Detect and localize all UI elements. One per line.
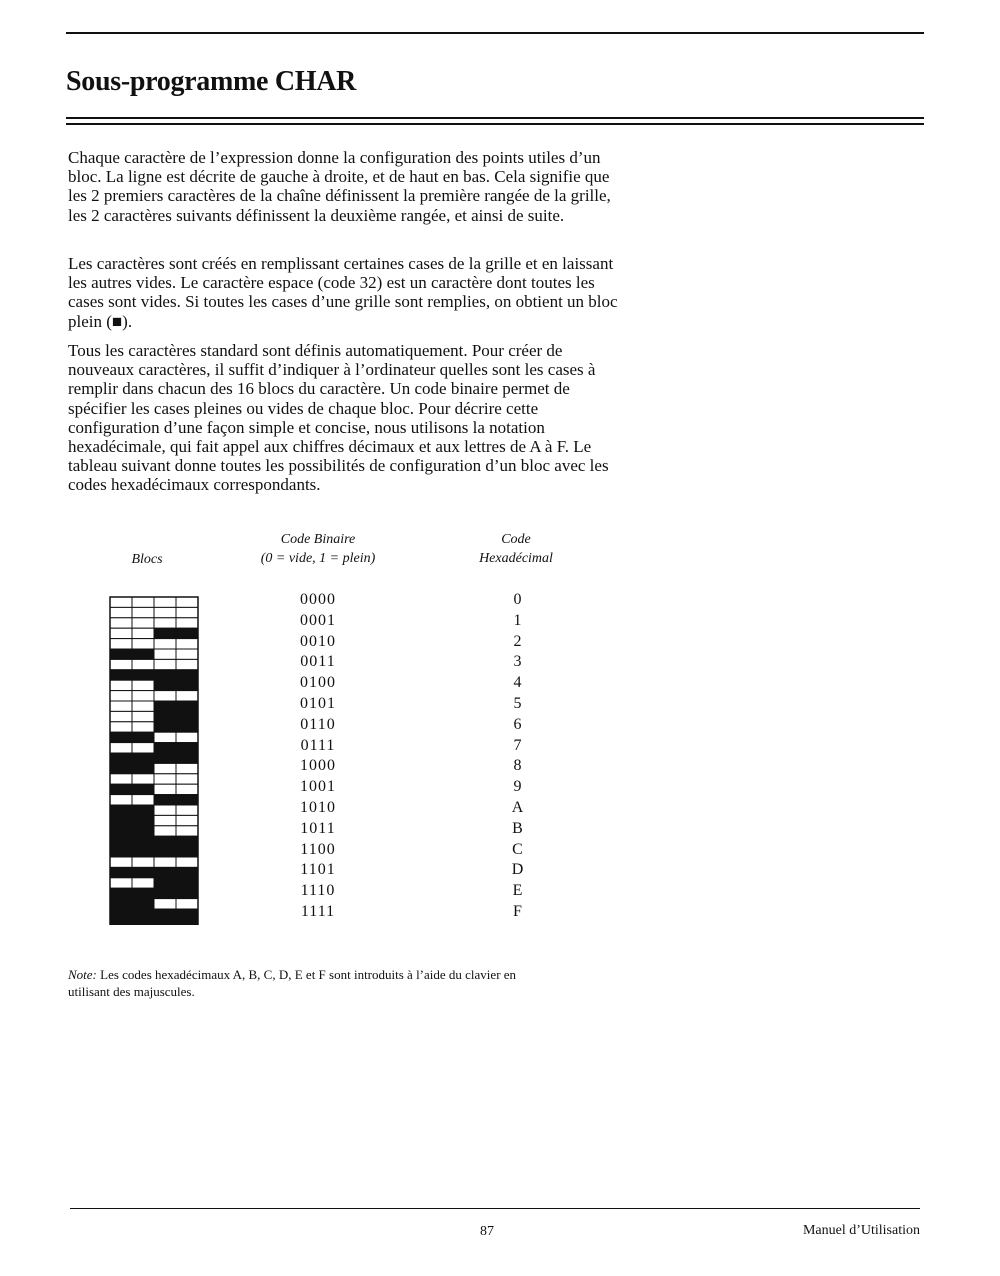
block-quadrant <box>154 815 176 825</box>
block-quadrant <box>110 753 132 763</box>
block-quadrant <box>176 722 198 732</box>
blocks-diagram <box>108 595 202 925</box>
block-quadrant <box>132 857 154 867</box>
binary-code: 0101 <box>300 694 336 712</box>
block-quadrant <box>132 899 154 909</box>
block-quadrant <box>110 618 132 628</box>
block-quadrant <box>154 753 176 763</box>
block-quadrant <box>132 909 154 919</box>
block-quadrant <box>132 878 154 888</box>
block-quadrant <box>132 919 154 925</box>
hex-code: 0 <box>513 591 523 608</box>
block-quadrant <box>132 722 154 732</box>
binary-code: 1010 <box>300 798 336 816</box>
block-quadrant <box>110 607 132 617</box>
header-binary <box>228 530 408 568</box>
footer-manual-title: Manuel d’Utilisation <box>802 1223 920 1238</box>
block-quadrant <box>132 774 154 784</box>
block-quadrant <box>110 795 132 805</box>
block-quadrant <box>110 628 132 638</box>
block-quadrant <box>154 899 176 909</box>
block-quadrant <box>154 628 176 638</box>
block-quadrant <box>132 607 154 617</box>
block-quadrant <box>110 639 132 649</box>
block-quadrant <box>154 784 176 794</box>
block-quadrant <box>110 722 132 732</box>
block-quadrant <box>132 711 154 721</box>
block-quadrant <box>132 815 154 825</box>
block-quadrant <box>176 899 198 909</box>
block-quadrant <box>154 691 176 701</box>
block-quadrant <box>154 867 176 877</box>
hex-code: 6 <box>513 715 523 733</box>
block-quadrant <box>154 659 176 669</box>
header-binary-line1: Code Binaire <box>280 532 356 547</box>
hex-code: 5 <box>513 694 523 712</box>
hex-code: F <box>513 902 523 920</box>
header-blocs: Blocs <box>131 552 163 567</box>
block-quadrant <box>110 763 132 773</box>
block-quadrant <box>132 836 154 846</box>
block-quadrant <box>176 836 198 846</box>
block-quadrant <box>154 857 176 867</box>
paragraph-1: Chaque caractère de l’expression donne la configuration des points utiles d’un bloc. La ligne est décrite de gauche à droite, et de haut en bas. Cela signifie que les 2 premiers caractères de la chaîne définissent la première rangée de la grille, les 2 caractères suivants définissent la deuxième rangée, et ainsi de suite. <box>68 148 611 225</box>
block-quadrant <box>132 618 154 628</box>
block-quadrant <box>110 670 132 680</box>
block-quadrant <box>154 795 176 805</box>
binary-code: 0110 <box>300 715 336 733</box>
page-title: Sous-programme CHAR <box>66 66 357 97</box>
block-quadrant <box>132 743 154 753</box>
block-quadrant <box>132 597 154 607</box>
block-quadrant <box>110 680 132 690</box>
block-quadrant <box>154 743 176 753</box>
block-quadrant <box>110 815 132 825</box>
block-quadrant <box>132 867 154 877</box>
binary-code: 0001 <box>300 611 336 629</box>
block-quadrant <box>154 639 176 649</box>
hex-code: 8 <box>513 757 523 775</box>
note <box>68 966 518 1000</box>
block-quadrant <box>110 867 132 877</box>
block-quadrant <box>110 919 132 925</box>
block-quadrant <box>110 857 132 867</box>
block-quadrant <box>154 763 176 773</box>
paragraph-3: Tous les caractères standard sont définis automatiquement. Pour créer de nouveaux caractères, il suffit d’indiquer à l’ordinateur quelles sont les cases à remplir dans chacun des 16 blocs du caractère. Un code binaire permet de spécifier les cases pleines ou vides de chaque bloc. Pour décrire cette configuration d’une façon simple et concise, nous utilisons la notation hexadécimale, qui fait appel aux chiffres décimaux et aux lettres de A à F. Le tableau suivant donne toutes les possibilités de configuration d’un bloc avec les codes hexadécimaux correspondants. <box>68 341 609 495</box>
block-quadrant <box>176 795 198 805</box>
block-quadrant <box>154 774 176 784</box>
block-quadrant <box>110 899 132 909</box>
block-quadrant <box>176 784 198 794</box>
top-rule <box>66 32 924 34</box>
block-quadrant <box>176 649 198 659</box>
block-quadrant <box>154 597 176 607</box>
block-quadrant <box>154 909 176 919</box>
block-quadrant <box>176 618 198 628</box>
block-quadrant <box>154 618 176 628</box>
hex-code: 9 <box>513 778 523 796</box>
block-quadrant <box>176 909 198 919</box>
binary-code: 1101 <box>300 861 336 879</box>
hex-code: 4 <box>513 674 523 692</box>
block-quadrant <box>154 836 176 846</box>
block-quadrant <box>132 763 154 773</box>
binary-code: 1100 <box>300 840 336 858</box>
binary-code: 0010 <box>300 632 336 650</box>
block-quadrant <box>154 680 176 690</box>
block-quadrant <box>176 639 198 649</box>
page-number: 87 <box>480 1224 494 1239</box>
block-quadrant <box>176 670 198 680</box>
block-quadrant <box>110 691 132 701</box>
footer-rule <box>70 1208 920 1209</box>
hex-code: C <box>512 840 524 858</box>
block-quadrant <box>132 795 154 805</box>
block-quadrant <box>154 649 176 659</box>
block-quadrant <box>110 597 132 607</box>
block-quadrant <box>110 743 132 753</box>
block-quadrant <box>110 784 132 794</box>
block-quadrant <box>176 680 198 690</box>
block-quadrant <box>176 847 198 857</box>
block-quadrant <box>132 680 154 690</box>
block-quadrant <box>132 732 154 742</box>
block-quadrant <box>110 847 132 857</box>
hex-code: B <box>512 819 524 837</box>
block-quadrant <box>110 774 132 784</box>
binary-code: 1111 <box>300 902 336 920</box>
header-hex-line1: Code <box>501 532 531 547</box>
block-quadrant <box>176 919 198 925</box>
block-quadrant <box>110 888 132 898</box>
block-quadrant <box>110 732 132 742</box>
block-quadrant <box>154 670 176 680</box>
binary-code: 1001 <box>300 778 336 796</box>
block-quadrant <box>154 722 176 732</box>
header-hex <box>456 530 576 568</box>
block-quadrant <box>176 774 198 784</box>
binary-code: 0111 <box>300 736 336 754</box>
block-quadrant <box>110 826 132 836</box>
block-quadrant <box>176 743 198 753</box>
block-quadrant <box>132 649 154 659</box>
block-quadrant <box>132 628 154 638</box>
block-quadrant <box>176 815 198 825</box>
binary-code: 1110 <box>300 882 336 900</box>
block-quadrant <box>110 805 132 815</box>
block-quadrant <box>176 711 198 721</box>
block-quadrant <box>110 836 132 846</box>
block-quadrant <box>176 763 198 773</box>
block-quadrant <box>132 701 154 711</box>
block-quadrant <box>176 857 198 867</box>
block-quadrant <box>132 805 154 815</box>
hex-column <box>488 590 548 923</box>
block-quadrant <box>176 888 198 898</box>
block-quadrant <box>110 659 132 669</box>
block-quadrant <box>132 659 154 669</box>
block-quadrant <box>132 847 154 857</box>
block-quadrant <box>176 597 198 607</box>
block-quadrant <box>176 691 198 701</box>
hex-code: E <box>512 882 524 900</box>
title-rule-upper <box>66 117 924 119</box>
block-quadrant <box>154 711 176 721</box>
block-quadrant <box>154 847 176 857</box>
block-quadrant <box>110 649 132 659</box>
binary-code: 0100 <box>300 674 336 692</box>
block-quadrant <box>154 888 176 898</box>
block-quadrant <box>154 805 176 815</box>
header-binary-line2: (0 = vide, 1 = plein) <box>260 551 376 566</box>
block-quadrant <box>176 628 198 638</box>
block-quadrant <box>110 909 132 919</box>
binary-column <box>268 590 368 923</box>
block-quadrant <box>176 732 198 742</box>
block-quadrant <box>176 659 198 669</box>
block-quadrant <box>154 732 176 742</box>
hex-code: 7 <box>513 736 523 754</box>
block-quadrant <box>132 784 154 794</box>
block-quadrant <box>176 607 198 617</box>
header-hex-line2: Hexadécimal <box>479 551 553 566</box>
hex-code: 2 <box>513 632 523 650</box>
hex-code: 1 <box>513 611 523 629</box>
block-quadrant <box>176 701 198 711</box>
block-quadrant <box>154 919 176 925</box>
binary-code: 0000 <box>300 591 336 608</box>
binary-code: 1000 <box>300 757 336 775</box>
block-quadrant <box>132 888 154 898</box>
block-quadrant <box>110 878 132 888</box>
block-quadrant <box>154 826 176 836</box>
hex-code: 3 <box>513 653 523 671</box>
block-quadrant <box>154 878 176 888</box>
block-quadrant <box>132 753 154 763</box>
block-quadrant <box>132 691 154 701</box>
title-rule-lower <box>66 123 924 125</box>
block-quadrant <box>176 878 198 888</box>
hex-code: D <box>511 861 525 879</box>
note-text: Les codes hexadécimaux A, B, C, D, E et F sont introduits à l’aide du clavier en utilisant des majuscules. <box>68 967 517 999</box>
block-quadrant <box>154 607 176 617</box>
binary-code: 0011 <box>300 653 336 671</box>
block-quadrant <box>110 711 132 721</box>
block-quadrant <box>176 753 198 763</box>
block-quadrant <box>110 701 132 711</box>
note-label: Note: <box>68 967 97 982</box>
binary-code: 1011 <box>300 819 336 837</box>
block-quadrant <box>176 805 198 815</box>
block-quadrant <box>176 826 198 836</box>
block-quadrant <box>132 639 154 649</box>
block-quadrant <box>154 701 176 711</box>
block-quadrant <box>132 826 154 836</box>
block-quadrant <box>176 867 198 877</box>
paragraph-2: Les caractères sont créés en remplissant certaines cases de la grille et en laissant les autres vides. Le caractère espace (code 32) est un caractère dont toutes les cases sont vides. Si toutes les cases d’une grille sont remplies, on obtient un bloc plein (■). <box>68 254 618 331</box>
hex-code: A <box>511 798 525 816</box>
block-quadrant <box>132 670 154 680</box>
